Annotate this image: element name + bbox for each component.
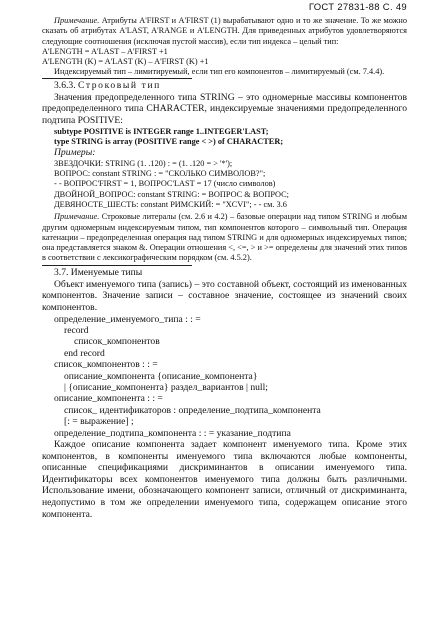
- syntax-line: | {описание_компонента} раздел_вариантов | null;: [64, 381, 268, 393]
- code-line: subtype POSITIVE is INTEGER range 1..INTEGER'LAST;: [54, 126, 269, 136]
- note-paragraph: [42, 16, 407, 47]
- divider-rule: [42, 78, 192, 79]
- syntax-line: end record: [64, 347, 105, 359]
- note-text: Атрибуты A'FIRST и A'FIRST (1) вырабатывают одно и то же значение. То же можно сказать об атрибутах A'LAST, A'RANGE и A'LENGTH. Для приведенных атрибутов удовлетворяются следующие соотношения (исключая пустой массив), если тип индекса – целый тип:: [42, 16, 407, 46]
- section-title: Именуемые типы: [70, 266, 143, 278]
- page-header: ГОСТ 27831-88 С. 49: [308, 2, 407, 13]
- example-line: - - ВОПРОС'FIRST = 1, ВОПРОС'LAST = 17 (число символов): [54, 179, 276, 189]
- example-line: ЗВЕЗДОЧКИ: STRING (1. .120) : = (1. .120 = > '*');: [54, 158, 233, 168]
- section-paragraph: Каждое описание компонента задает компонент именуемого типа. Кроме этих компонентов, в компоненты именуемого типа включаются любые компоненты, описанные спецификациями дискриминантов в описании именуемого типа. Идентификаторы всех компонентов именуемого типа должны быть различными. Использование имени, обозначающего компонент записи, отличный от дискриминанта, недопустимо в том же определении именуемого типа, содержащем описание этого компонента.: [42, 438, 407, 520]
- example-line: ДЕВЯНОСТЕ_ШЕСТЬ: constant РИМСКИЙ: = "XCVI"; - - см. 3.6: [54, 199, 287, 209]
- code-line: type STRING is array (POSITIVE range < >) of CHARACTER;: [54, 136, 284, 146]
- formula-line: A'LENGTH (K) = A'LAST (K) – A'FIRST (K) +1: [42, 57, 209, 67]
- section-paragraph: Объект именуемого типа (запись) – это составной объект, состоящий из именованных компонентов. Значение записи – составное значение, состоящее из значений своих компонентов.: [42, 278, 407, 313]
- section-title: Строковый тип: [78, 79, 161, 91]
- example-line: ДВОЙНОЙ_ВОПРОС: constant STRING: = ВОПРОС & ВОПРОС;: [54, 189, 289, 199]
- note-paragraph: [42, 212, 407, 263]
- section-number: 3.7.: [54, 266, 69, 278]
- syntax-line: определение_именуемого_типа : : =: [54, 313, 201, 325]
- syntax-line: record: [64, 324, 89, 336]
- syntax-line: [: = выражение] ;: [64, 416, 134, 428]
- divider-rule: [42, 265, 192, 266]
- formula-line: A'LENGTH = A'LAST – A'FIRST +1: [42, 46, 168, 56]
- note-text: Строковые литералы (см. 2.6 и 4.2) – базовые операции над типом STRING и любым другим одномерным индексируемым типом, тип компонентов которого – символьный тип. Операция катенации – предопределенная операция над типом STRING и для одномерных индексируемых типов; она представляется знаком &. Операции отношения <, <=, > и >= определены для значений этих типов в соответствии с лексикографическим порядком (см. 4.5.2).: [42, 212, 407, 263]
- syntax-line: описание_компонента : : =: [54, 393, 163, 405]
- syntax-line: список_ идентификаторов : определение_подтипа_компонента: [64, 404, 321, 416]
- section-number: 3.6.3.: [54, 79, 76, 91]
- section-paragraph: Значения предопределенного типа STRING – это одномерные массивы компонентов предопределенного типа CHARACTER, индексируемые значениями предопределенного подтипа POSITIVE:: [42, 91, 407, 126]
- note-label: Примечание.: [54, 16, 100, 25]
- syntax-line: определение_подтипа_компонента : : = указание_подтипа: [54, 427, 291, 439]
- section-heading: [42, 267, 407, 279]
- syntax-line: описание_компонента {описание_компонента}: [64, 370, 258, 382]
- syntax-line: список_компонентов : : =: [54, 359, 158, 371]
- note-tail: Индексируемый тип – лимитируемый, если тип его компонентов – лимитируемый (см. 7.4.4).: [54, 67, 385, 77]
- note-label: Примечание.: [54, 212, 100, 222]
- example-line: ВОПРОС: constant STRING : = "СКОЛЬКО СИМВОЛОВ?";: [54, 169, 266, 179]
- syntax-line: список_компонентов: [74, 336, 160, 348]
- section-heading: [42, 80, 407, 92]
- examples-label: Примеры:: [54, 147, 96, 159]
